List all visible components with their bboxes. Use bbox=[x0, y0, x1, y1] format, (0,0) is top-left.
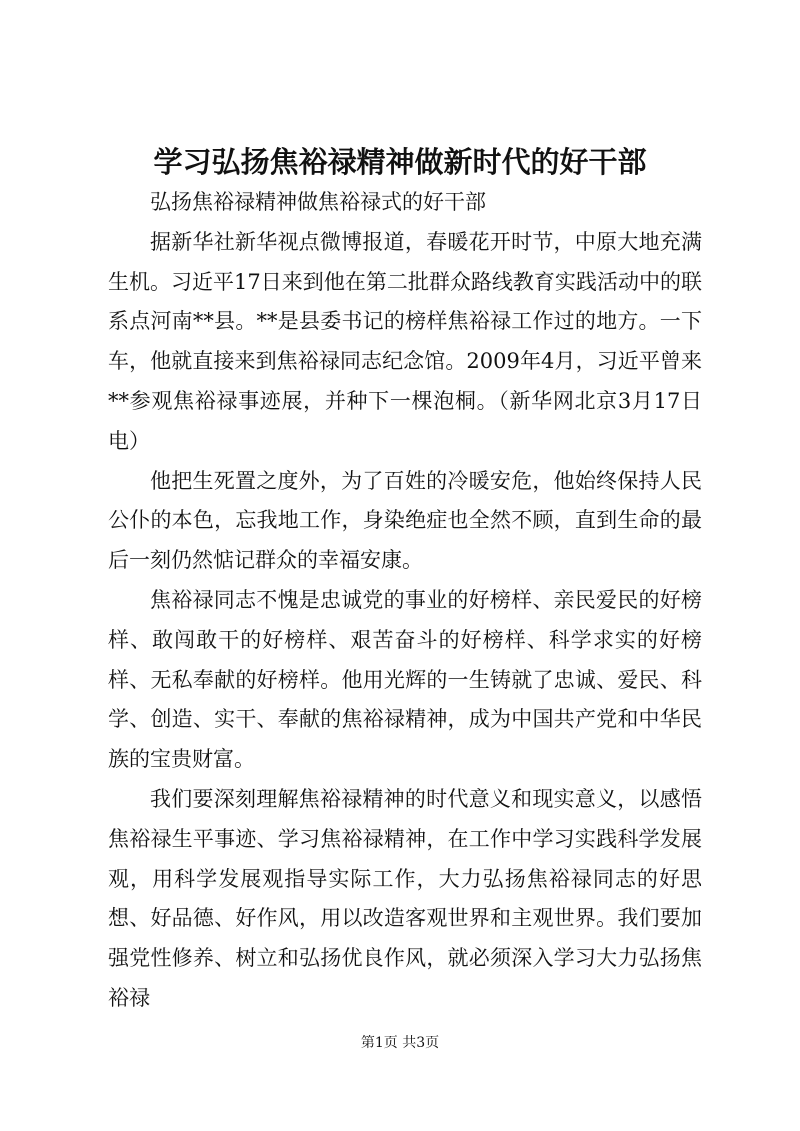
page-number-footer: 第1页 共3页 bbox=[360, 1035, 440, 1051]
paragraph-news-report: 据新华社新华视点微博报道，春暖花开时节，中原大地充满生机。习近平17日来到他在第二批群众路线教育实践活动中的联系点河南**县。**是县委书记的榜样焦裕禄工作过的地方。一下车，他就直接来到焦裕禄同志纪念馆。2009年4月，习近平曾来**参观焦裕禄事迹展，并种下一棵泡桐。（新华网北京3月17日电） bbox=[108, 229, 702, 453]
document-title: 学习弘扬焦裕禄精神做新时代的好干部 bbox=[153, 145, 647, 179]
paragraph-role-model: 焦裕禄同志不愧是忠诚党的事业的好榜样、亲民爱民的好榜样、敢闯敢干的好榜样、艰苦奋斗的好榜样、科学求实的好榜样、无私奉献的好榜样。他用光辉的一生铸就了忠诚、爱民、科学、创造、实干、奉献的焦裕禄精神，成为中国共产党和中华民族的宝贵财富。 bbox=[108, 587, 702, 772]
paragraph-learning-spirit: 我们要深刻理解焦裕禄精神的时代意义和现实意义，以感悟焦裕禄生平事迹、学习焦裕禄精神，在工作中学习实践科学发展观，用科学发展观指导实际工作，大力弘扬焦裕禄同志的好思想、好品德、好作风，用以改造客观世界和主观世界。我们要加强党性修养、树立和弘扬优良作风，就必须深入学习大力弘扬焦裕禄 bbox=[108, 786, 702, 1010]
document-body bbox=[108, 183, 702, 1019]
paragraph-selfless-service: 他把生死置之度外，为了百姓的冷暖安危，他始终保持人民公仆的本色，忘我地工作，身染绝症也全然不顾，直到生命的最后一刻仍然惦记群众的幸福安康。 bbox=[108, 468, 702, 573]
paragraph-subtitle: 弘扬焦裕禄精神做焦裕禄式的好干部 bbox=[150, 190, 486, 214]
